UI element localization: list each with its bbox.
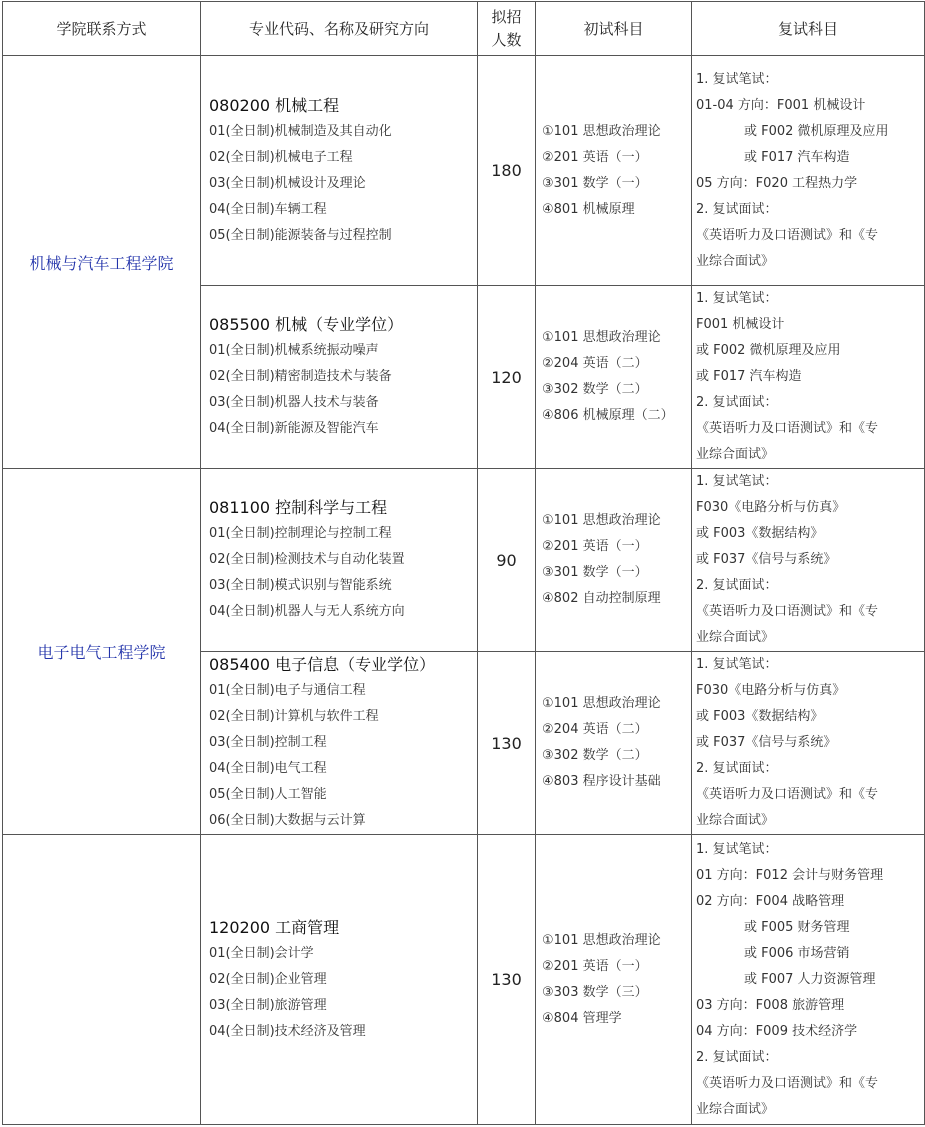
retest-line: 01 方向：F012 会计与财务管理 bbox=[696, 867, 884, 883]
retest-line: F030《电路分析与仿真》 bbox=[696, 683, 846, 698]
exam-subject: ④801 机械原理 bbox=[542, 201, 635, 217]
retest-line: 2. 复试面试： bbox=[696, 395, 778, 410]
exam-subject: ④806 机械原理（二） bbox=[542, 408, 674, 423]
research-direction: 03(全日制)旅游管理 bbox=[209, 997, 327, 1013]
retest-line: 03 方向：F008 旅游管理 bbox=[696, 997, 845, 1013]
research-direction: 03(全日制)机械设计及理论 bbox=[209, 175, 366, 191]
college-name: 机械与汽车工程学院 bbox=[3, 56, 201, 469]
exam-subject: ②201 英语（一） bbox=[542, 149, 648, 165]
research-direction: 04(全日制)新能源及智能汽车 bbox=[209, 421, 379, 436]
research-direction: 04(全日制)电气工程 bbox=[209, 761, 327, 776]
header-plan-line1: 拟招 bbox=[491, 7, 522, 26]
exam-subject: ④803 程序设计基础 bbox=[542, 774, 661, 789]
program-row bbox=[3, 835, 925, 1125]
retest-line: 或 F037《信号与系统》 bbox=[696, 552, 837, 567]
exam-subject: ②201 英语（一） bbox=[542, 539, 648, 554]
exam-subject: ①101 思想政治理论 bbox=[542, 123, 661, 139]
header-major: 专业代码、名称及研究方向 bbox=[201, 2, 478, 56]
major-cell bbox=[201, 652, 478, 835]
retest-line: 或 F037《信号与系统》 bbox=[696, 735, 837, 750]
retest-line: 《英语听力及口语测试》和《专 bbox=[696, 1075, 879, 1091]
plan-count: 130 bbox=[478, 835, 536, 1125]
major-cell bbox=[201, 56, 478, 286]
major-title: 120200 工商管理 bbox=[209, 917, 340, 937]
exam-subject: ②201 英语（一） bbox=[542, 958, 648, 974]
research-direction: 01(全日制)控制理论与控制工程 bbox=[209, 526, 392, 541]
exam-subject: ②204 英语（二） bbox=[542, 722, 648, 737]
retest-line: 或 F017 汽车构造 bbox=[696, 369, 802, 384]
header-college: 学院联系方式 bbox=[3, 2, 201, 56]
college-name: 电子电气工程学院 bbox=[3, 469, 201, 835]
research-direction: 02(全日制)检测技术与自动化装置 bbox=[209, 552, 405, 567]
plan-count: 90 bbox=[478, 469, 536, 652]
exam-cell bbox=[536, 652, 692, 835]
retest-line: 02 方向：F004 战略管理 bbox=[696, 893, 845, 909]
exam-subject: ①101 思想政治理论 bbox=[542, 932, 661, 948]
retest-line: 2. 复试面试： bbox=[696, 201, 778, 217]
retest-line: 业综合面试》 bbox=[696, 447, 775, 462]
retest-line: 2. 复试面试： bbox=[696, 578, 778, 593]
retest-line: 或 F002 微机原理及应用 bbox=[744, 123, 889, 139]
retest-line: 业综合面试》 bbox=[696, 813, 775, 828]
major-title: 085500 机械（专业学位） bbox=[209, 315, 404, 334]
retest-line: 或 F017 汽车构造 bbox=[744, 149, 850, 165]
exam-subject: ③302 数学（二） bbox=[542, 382, 648, 397]
program-row bbox=[3, 56, 925, 286]
college-name bbox=[3, 835, 201, 1125]
retest-line: F001 机械设计 bbox=[696, 317, 785, 332]
header-retest: 复试科目 bbox=[692, 2, 925, 56]
retest-line: 01-04 方向：F001 机械设计 bbox=[696, 97, 866, 113]
header-row bbox=[3, 2, 925, 56]
program-row bbox=[3, 469, 925, 652]
retest-line: 《英语听力及口语测试》和《专 bbox=[696, 421, 879, 436]
research-direction: 04(全日制)车辆工程 bbox=[209, 201, 327, 217]
retest-line: 1. 复试笔试： bbox=[696, 474, 778, 489]
research-direction: 02(全日制)机械电子工程 bbox=[209, 149, 353, 165]
retest-line: 05 方向：F020 工程热力学 bbox=[696, 175, 858, 191]
retest-line: 1. 复试笔试： bbox=[696, 71, 778, 87]
major-title: 085400 电子信息（专业学位） bbox=[209, 655, 436, 674]
plan-count: 130 bbox=[478, 652, 536, 835]
research-direction: 01(全日制)电子与通信工程 bbox=[209, 683, 366, 698]
exam-subject: ③303 数学（三） bbox=[542, 984, 648, 1000]
exam-subject: ①101 思想政治理论 bbox=[542, 330, 661, 345]
retest-line: 1. 复试笔试： bbox=[696, 657, 778, 672]
retest-line: 或 F005 财务管理 bbox=[744, 919, 850, 935]
exam-subject: ④804 管理学 bbox=[542, 1010, 622, 1026]
retest-line: F030《电路分析与仿真》 bbox=[696, 500, 846, 515]
retest-line: 《英语听力及口语测试》和《专 bbox=[696, 787, 879, 802]
major-cell bbox=[201, 469, 478, 652]
retest-cell bbox=[692, 469, 925, 652]
retest-cell bbox=[692, 56, 925, 286]
header-plan-line2: 人数 bbox=[491, 30, 522, 49]
exam-cell bbox=[536, 286, 692, 469]
exam-cell bbox=[536, 469, 692, 652]
research-direction: 03(全日制)模式识别与智能系统 bbox=[209, 578, 392, 593]
retest-line: 或 F006 市场营销 bbox=[744, 945, 850, 961]
exam-cell bbox=[536, 835, 692, 1125]
research-direction: 03(全日制)机器人技术与装备 bbox=[209, 395, 379, 410]
major-title: 081100 控制科学与工程 bbox=[209, 498, 388, 517]
exam-subject: ①101 思想政治理论 bbox=[542, 696, 661, 711]
exam-subject: ④802 自动控制原理 bbox=[542, 591, 661, 606]
header-plan bbox=[478, 2, 536, 56]
retest-line: 1. 复试笔试： bbox=[696, 291, 778, 306]
exam-cell bbox=[536, 56, 692, 286]
major-cell bbox=[201, 286, 478, 469]
major-cell bbox=[201, 835, 478, 1125]
retest-line: 业综合面试》 bbox=[696, 1101, 775, 1117]
plan-count: 180 bbox=[478, 56, 536, 286]
retest-line: 或 F003《数据结构》 bbox=[696, 709, 824, 724]
plan-count: 120 bbox=[478, 286, 536, 469]
header-exam: 初试科目 bbox=[536, 2, 692, 56]
admissions-table bbox=[2, 1, 925, 1125]
retest-line: 2. 复试面试： bbox=[696, 1049, 778, 1065]
exam-subject: ③301 数学（一） bbox=[542, 175, 648, 191]
research-direction: 02(全日制)企业管理 bbox=[209, 971, 327, 987]
research-direction: 02(全日制)精密制造技术与装备 bbox=[209, 369, 392, 384]
research-direction: 03(全日制)控制工程 bbox=[209, 735, 327, 750]
exam-subject: ③301 数学（一） bbox=[542, 565, 648, 580]
retest-line: 《英语听力及口语测试》和《专 bbox=[696, 227, 879, 243]
retest-line: 04 方向：F009 技术经济学 bbox=[696, 1023, 858, 1039]
research-direction: 06(全日制)大数据与云计算 bbox=[209, 813, 366, 828]
research-direction: 01(全日制)机械系统振动噪声 bbox=[209, 343, 379, 358]
exam-subject: ③302 数学（二） bbox=[542, 748, 648, 763]
retest-line: 业综合面试》 bbox=[696, 630, 775, 645]
major-title: 080200 机械工程 bbox=[209, 95, 340, 115]
research-direction: 05(全日制)人工智能 bbox=[209, 787, 327, 802]
retest-cell bbox=[692, 286, 925, 469]
retest-line: 或 F003《数据结构》 bbox=[696, 526, 824, 541]
research-direction: 02(全日制)计算机与软件工程 bbox=[209, 709, 379, 724]
research-direction: 04(全日制)技术经济及管理 bbox=[209, 1023, 366, 1039]
retest-line: 或 F007 人力资源管理 bbox=[744, 971, 876, 987]
retest-line: 或 F002 微机原理及应用 bbox=[696, 343, 841, 358]
retest-line: 1. 复试笔试： bbox=[696, 841, 778, 857]
retest-cell bbox=[692, 835, 925, 1125]
retest-line: 业综合面试》 bbox=[696, 253, 775, 269]
retest-line: 《英语听力及口语测试》和《专 bbox=[696, 604, 879, 619]
research-direction: 01(全日制)会计学 bbox=[209, 945, 314, 961]
retest-line: 2. 复试面试： bbox=[696, 761, 778, 776]
exam-subject: ②204 英语（二） bbox=[542, 356, 648, 371]
research-direction: 01(全日制)机械制造及其自动化 bbox=[209, 123, 392, 139]
retest-cell bbox=[692, 652, 925, 835]
research-direction: 05(全日制)能源装备与过程控制 bbox=[209, 227, 392, 243]
research-direction: 04(全日制)机器人与无人系统方向 bbox=[209, 604, 405, 619]
exam-subject: ①101 思想政治理论 bbox=[542, 513, 661, 528]
